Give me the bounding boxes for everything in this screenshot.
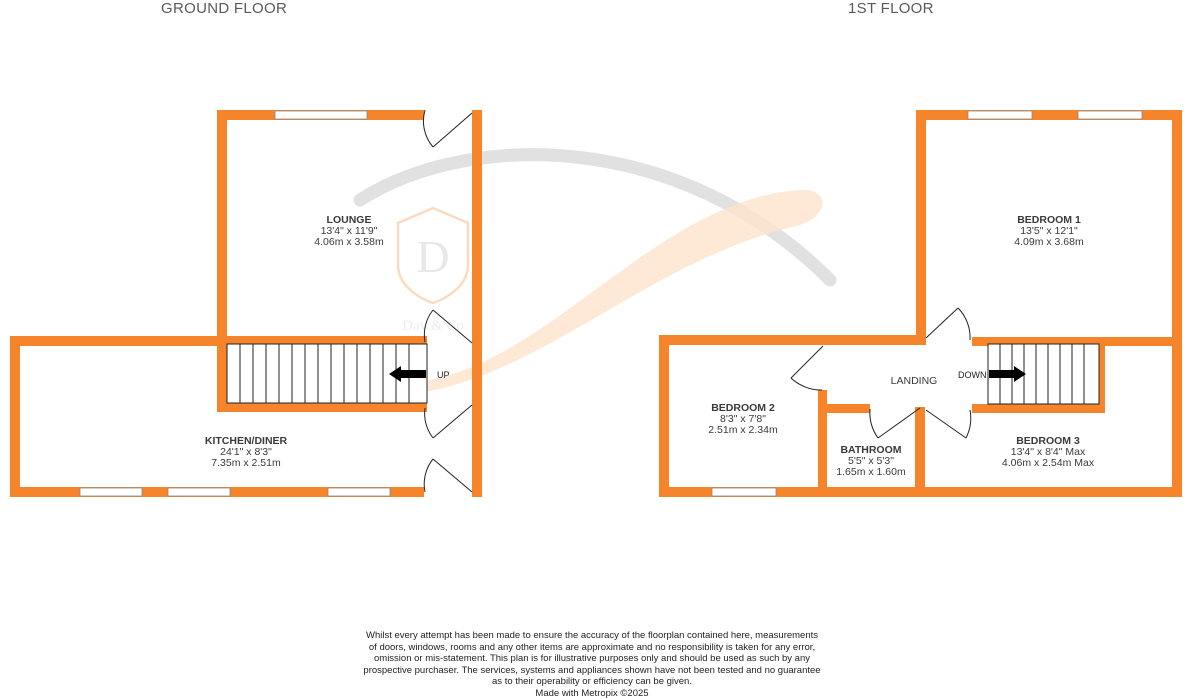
room-dimensions-imperial: 13'4" x 11'9"	[321, 225, 378, 237]
room-bathroom	[836, 444, 906, 478]
room-landing	[891, 375, 938, 387]
disclaimer-line: prospective purchaser. The services, systems and appliances shown have not been tested and no guarantee	[322, 665, 862, 677]
room-bedroom-2	[708, 402, 778, 436]
watermark-text: Day & Co	[402, 318, 464, 334]
room-dimensions-imperial: 13'5" x 12'1"	[1020, 225, 1078, 237]
ground-floor-stairs	[227, 344, 450, 403]
first-floor-title: 1ST FLOOR	[848, 0, 934, 17]
first-floor-doors	[791, 308, 971, 438]
watermark	[360, 155, 830, 395]
first-floor-walls	[659, 110, 1182, 497]
ground-floor-title: GROUND FLOOR	[161, 0, 287, 17]
disclaimer-credit: Made with Metropix ©2025	[322, 688, 862, 699]
room-dimensions-metric: 1.65m x 1.60m	[836, 466, 906, 478]
room-name: LOUNGE	[327, 214, 372, 226]
room-lounge	[314, 214, 384, 248]
disclaimer-line: of doors, windows, rooms and any other items are approximate and no responsibility is taken for any error,	[322, 642, 862, 654]
room-name: BEDROOM 3	[1016, 435, 1080, 447]
stairs-up-label: UP	[437, 370, 450, 380]
room-name: LANDING	[891, 375, 938, 387]
room-dimensions-imperial: 24'1" x 8'3"	[220, 446, 272, 458]
room-name: BATHROOM	[840, 444, 901, 456]
room-name: BEDROOM 2	[711, 402, 775, 414]
disclaimer	[322, 630, 862, 699]
room-name: BEDROOM 1	[1017, 214, 1081, 226]
room-dimensions-imperial: 5'5" x 5'3"	[848, 455, 894, 467]
room-dimensions-metric: 2.51m x 2.34m	[708, 424, 778, 436]
room-dimensions-metric: 4.09m x 3.68m	[1014, 236, 1084, 248]
room-dimensions-imperial: 8'3" x 7'8"	[720, 413, 766, 425]
disclaimer-line: omission or mis-statement. This plan is for illustrative purposes only and should be used as such by any	[322, 653, 862, 665]
stairs-down-label: DOWN	[958, 370, 987, 380]
first-floor-stairs	[958, 344, 1099, 404]
room-dimensions-metric: 7.35m x 2.51m	[211, 457, 281, 469]
room-bedroom-1	[1014, 214, 1084, 248]
room-kitchen-diner	[205, 435, 288, 469]
watermark-letter: D	[416, 231, 449, 282]
room-dimensions-metric: 4.06m x 3.58m	[314, 236, 384, 248]
disclaimer-line: Whilst every attempt has been made to ensure the accuracy of the floorplan contained here, measurements	[322, 630, 862, 642]
room-name: KITCHEN/DINER	[205, 435, 288, 447]
room-bedroom-3	[1002, 435, 1095, 469]
room-dimensions-imperial: 13'4" x 8'4" Max	[1011, 446, 1086, 458]
disclaimer-line: as to their operability or efficiency can be given.	[322, 676, 862, 688]
room-dimensions-metric: 4.06m x 2.54m Max	[1002, 457, 1095, 469]
